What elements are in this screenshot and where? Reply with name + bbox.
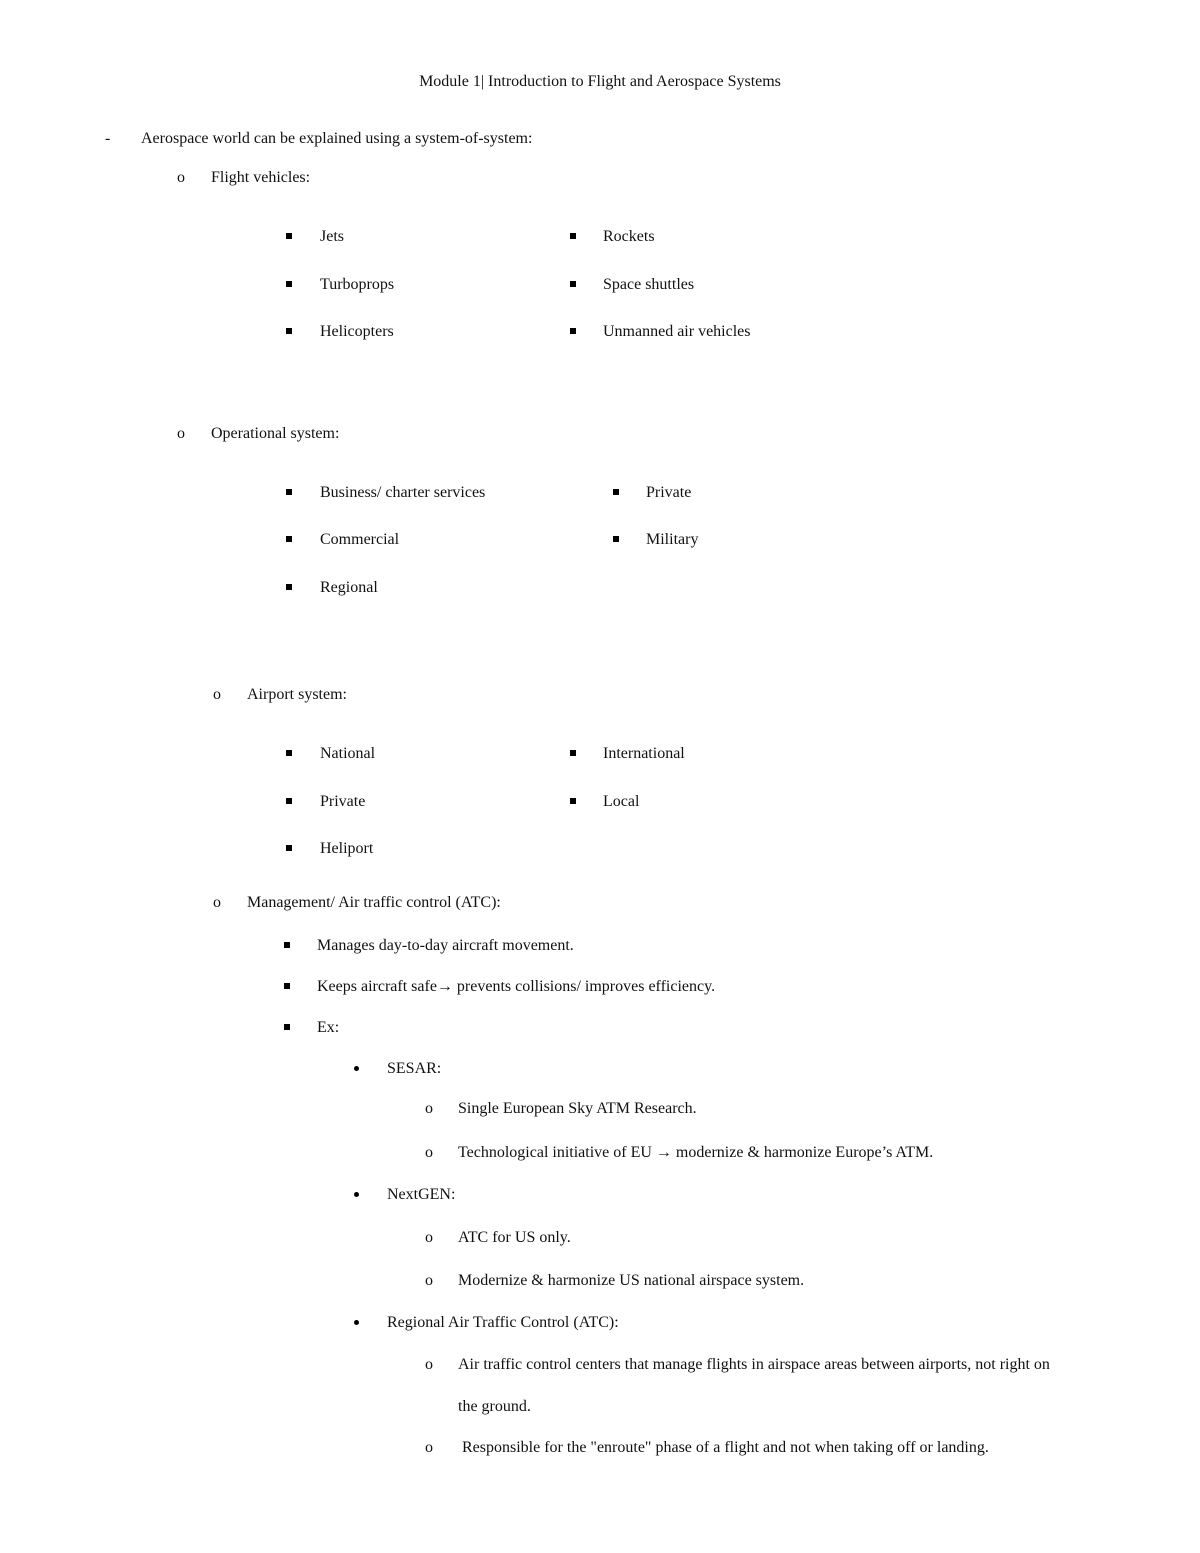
square-bullet-icon: [284, 1024, 290, 1030]
example-name: SESAR:: [387, 1060, 442, 1077]
square-bullet-icon: [286, 328, 292, 334]
list-item: Ex:: [317, 1019, 340, 1036]
square-bullet-icon: [286, 489, 292, 495]
circle-marker: o: [425, 1229, 433, 1246]
list-item: Regional: [320, 579, 378, 596]
list-item: Helicopters: [320, 323, 394, 340]
list-item: Rockets: [603, 228, 655, 245]
circle-marker: o: [213, 894, 221, 911]
square-bullet-icon: [286, 536, 292, 542]
section-heading-flight-vehicles: Flight vehicles:: [211, 169, 311, 186]
circle-marker: o: [213, 686, 221, 703]
example-point: ATC for US only.: [458, 1229, 571, 1246]
square-bullet-icon: [286, 845, 292, 851]
circle-marker: o: [177, 169, 185, 186]
page-title: Module 1| Introduction to Flight and Aerospace Systems: [419, 73, 781, 90]
square-bullet-icon: [286, 584, 292, 590]
square-bullet-icon: [570, 233, 576, 239]
square-bullet-icon: [286, 281, 292, 287]
list-item: Commercial: [320, 531, 400, 548]
circle-marker: o: [177, 425, 185, 442]
intro-text: Aerospace world can be explained using a system-of-system:: [141, 130, 533, 147]
list-item: Military: [646, 531, 699, 548]
round-bullet-icon: [354, 1320, 359, 1325]
square-bullet-icon: [286, 750, 292, 756]
circle-marker: o: [425, 1144, 433, 1161]
example-point: Modernize & harmonize US national airspace system.: [458, 1272, 805, 1289]
example-name: Regional Air Traffic Control (ATC):: [387, 1314, 619, 1331]
section-heading-operational-system: Operational system:: [211, 425, 340, 442]
list-item: International: [603, 745, 685, 762]
example-point-continuation: the ground.: [458, 1398, 531, 1415]
list-item: Heliport: [320, 840, 374, 857]
section-heading-airport-system: Airport system:: [247, 686, 347, 703]
square-bullet-icon: [570, 328, 576, 334]
list-item: Manages day-to-day aircraft movement.: [317, 937, 574, 954]
list-item: Private: [646, 484, 692, 501]
section-heading-atc: Management/ Air traffic control (ATC):: [247, 894, 501, 911]
square-bullet-icon: [284, 942, 290, 948]
square-bullet-icon: [570, 281, 576, 287]
example-point: Responsible for the "enroute" phase of a flight and not when taking off or landing.: [458, 1439, 989, 1456]
dash-marker: -: [105, 130, 111, 147]
list-item: Business/ charter services: [320, 484, 486, 501]
circle-marker: o: [425, 1439, 433, 1456]
example-point: Air traffic control centers that manage flights in airspace areas between airports, not right on: [458, 1356, 1050, 1373]
circle-marker: o: [425, 1356, 433, 1373]
example-point: Single European Sky ATM Research.: [458, 1100, 697, 1117]
example-point: Technological initiative of EU → modernize & harmonize Europe’s ATM.: [458, 1144, 934, 1161]
list-item: Space shuttles: [603, 276, 695, 293]
square-bullet-icon: [286, 233, 292, 239]
square-bullet-icon: [613, 489, 619, 495]
square-bullet-icon: [286, 798, 292, 804]
circle-marker: o: [425, 1272, 433, 1289]
square-bullet-icon: [570, 798, 576, 804]
example-name: NextGEN:: [387, 1186, 456, 1203]
round-bullet-icon: [354, 1066, 359, 1071]
circle-marker: o: [425, 1100, 433, 1117]
list-item: Local: [603, 793, 640, 810]
round-bullet-icon: [354, 1192, 359, 1197]
list-item: Jets: [320, 228, 344, 245]
list-item: Keeps aircraft safe→ prevents collisions/ improves efficiency.: [317, 978, 716, 995]
list-item: Private: [320, 793, 366, 810]
list-item: National: [320, 745, 376, 762]
list-item: Unmanned air vehicles: [603, 323, 751, 340]
square-bullet-icon: [613, 536, 619, 542]
list-item: Turboprops: [320, 276, 395, 293]
square-bullet-icon: [284, 983, 290, 989]
square-bullet-icon: [570, 750, 576, 756]
